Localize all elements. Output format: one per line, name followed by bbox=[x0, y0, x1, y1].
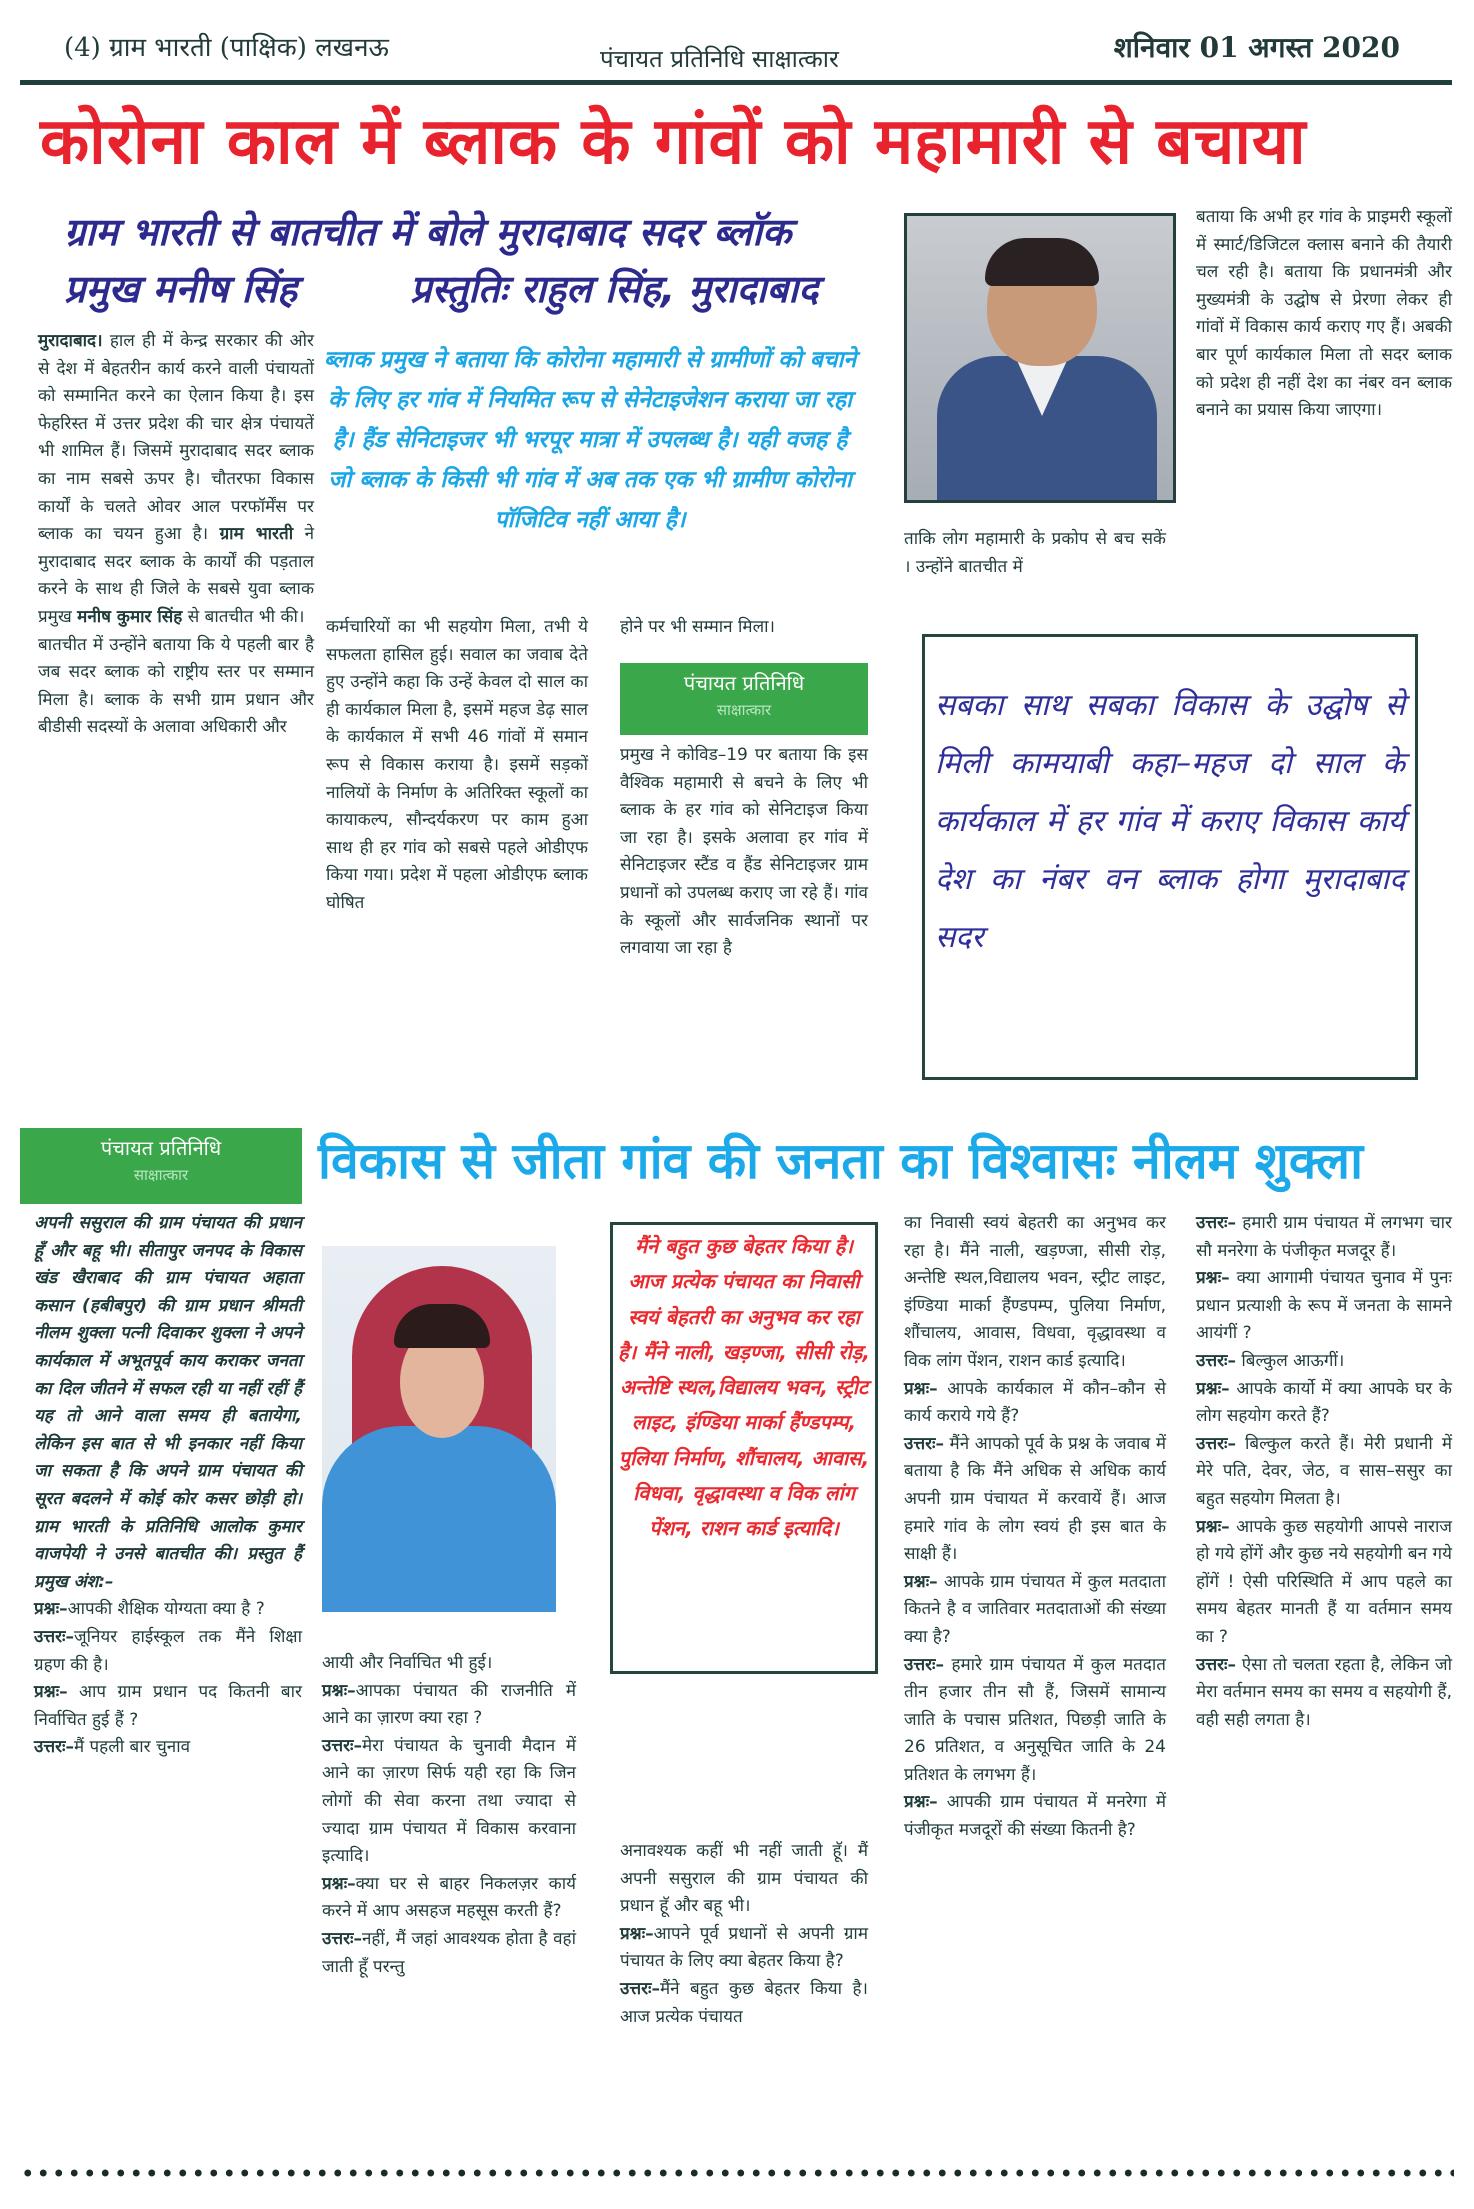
question-label: प्रश्नः– bbox=[904, 1378, 938, 1399]
story2-column-3 bbox=[620, 1838, 868, 2031]
answer-label: उत्तरः– bbox=[1196, 1213, 1236, 1233]
question bbox=[620, 1921, 868, 1976]
answer-label: उत्तरः– bbox=[34, 1737, 74, 1758]
story2-text: अनावश्यक कहीं भी नहीं जाती हॅू। मैं अपनी ससुराल की ग्राम पंचायत की प्रधान हॅू और बहू भी। bbox=[620, 1841, 868, 1917]
story1-text: होने पर भी सम्मान मिला। bbox=[620, 617, 775, 637]
question bbox=[322, 1678, 576, 1733]
qa-list bbox=[322, 1678, 576, 1982]
qa-text: आपके कुछ सहयोगी आपसे नाराज हो गये होंगें और कुछ नये सहयोगी बन गये होंगें ! ऐसी परिस्थिति में आप पहले का समय बेहतर मानती हैं या वर्तमान समय का ? bbox=[1196, 1516, 1452, 1647]
highlight-box bbox=[922, 634, 1418, 1080]
qa-text: मेरा पंचायत के चुनावी मैदान में आने का ज़ारण सिर्फ यही रहा कि जिन लोगों की सेवा करना तथा ज्यादा से ज्यादा ग्राम पंचायत में विकास करवाना इत्यादि। bbox=[322, 1735, 576, 1867]
answer bbox=[322, 1926, 576, 1981]
subheadline: ग्राम भारती से बातचीत में बोले मुरादाबाद सदर ब्लॉक bbox=[64, 210, 792, 254]
section-title: पंचायत प्रतिनिधि साक्षात्कार bbox=[600, 45, 839, 73]
section-badge bbox=[620, 663, 868, 735]
answer-label: उत्तरः– bbox=[1196, 1654, 1236, 1675]
story1-column-2 bbox=[326, 614, 588, 918]
pull-quote: ब्लाक प्रमुख ने बताया कि कोरोना महामारी से ग्रामीणों को बचाने के लिए हर गांव में नियमित रूप से सेनेटाइजेशन कराया जा रहा है। हैंड सेनिटाइजर भी भरपूर मात्रा में उपलब्ध है। यही वजह है जो ब्लाक के किसी भी गांव में अब तक एक भी ग्रामीण कोरोना पॉजिटिव नहीं आया है। bbox=[323, 347, 857, 533]
story1-text: हाल ही में केन्द्र सरकार की ओर से देश में बेहतरीन कार्य करने वाली पंचायतों को सम्मानित करने का ऐलान किया है। इस फेहरिस्त में उत्तर प्रदेश की चार क्षेत्र पंचायतें भी शामिल हैं। जिसमें मुरादाबाद सदर ब्लाक का नाम सबसे ऊपर है। चौतरफा विकास कार्यों के चलते ओवर आल परफॉर्मेंस पर ब्लाक का चयन हुआ है। bbox=[38, 331, 314, 545]
story2-column-1 bbox=[34, 1210, 302, 1762]
qa-list bbox=[1196, 1210, 1452, 1734]
qa-text: जूनियर हाईस्कूल तक मैंने शिक्षा ग्रहण की है। bbox=[34, 1626, 302, 1675]
qa-text: आपके ग्राम पंचायत में कुल मतदाता कितने है व जातिवार मतदाताओं की संख्या क्या है? bbox=[904, 1571, 1166, 1647]
qa-text: क्या घर से बाहर निकलज़र कार्य करने में आप असहज महसूस करती हैं? bbox=[322, 1873, 576, 1922]
question bbox=[34, 1679, 302, 1734]
story1-text: ताकि लोग महामारी के प्रकोप से बच सकें । उन्होंने बातचीत में bbox=[904, 529, 1166, 577]
story1-text: ने मुरादाबाद सदर ब्लाक के कार्यों की पड़ताल करने के साथ ही जिले के सबसे युवा ब्लाक प्रमुख bbox=[38, 524, 314, 627]
question-label: प्रश्नः– bbox=[620, 1923, 654, 1944]
qa-list bbox=[34, 1596, 302, 1762]
answer bbox=[904, 1431, 1166, 1569]
answer bbox=[34, 1734, 302, 1762]
answer-label: उत्तरः– bbox=[904, 1433, 944, 1454]
badge-subtitle: साक्षात्कार bbox=[133, 1166, 189, 1184]
person-name: मनीष कुमार सिंह bbox=[77, 606, 183, 627]
answer-label: उत्तरः– bbox=[322, 1735, 362, 1756]
question bbox=[1196, 1514, 1452, 1652]
qa-list bbox=[904, 1376, 1166, 1845]
question-label: प्रश्नः– bbox=[34, 1682, 68, 1703]
answer-label: उत्तरः– bbox=[322, 1928, 362, 1949]
story1-text: से बातचीत भी की। bbox=[187, 606, 305, 627]
story2-column-5 bbox=[1196, 1210, 1452, 1734]
qa-text: आपका पंचायत की राजनीति में आने का ज़ारण क्या रहा ? bbox=[322, 1680, 576, 1729]
story2-column-4 bbox=[904, 1210, 1166, 1845]
answer-label: उत्तरः– bbox=[620, 1978, 660, 1999]
answer-label: उत्तरः– bbox=[1196, 1350, 1236, 1371]
question-label: प्रश्नः– bbox=[904, 1571, 938, 1592]
dateline: मुरादाबाद। bbox=[38, 331, 103, 351]
story1-column-3 bbox=[620, 742, 868, 963]
question bbox=[34, 1596, 302, 1624]
publication-name: ग्राम भारती bbox=[219, 524, 294, 545]
main-headline: कोरोना काल में ब्लाक के गांवों को महामारी से बचाया bbox=[40, 105, 1307, 179]
answer-label: उत्तरः– bbox=[1196, 1433, 1236, 1454]
answer-label: उत्तरः– bbox=[34, 1626, 74, 1647]
block-pramukh-photo bbox=[904, 213, 1176, 503]
qa-text: ऐसा तो चलता रहता है, लेकिन जो मेरा वर्तमान समय का समय व सहयोगी हैं, वही सही लगता है। bbox=[1196, 1654, 1452, 1730]
story1-column-1 bbox=[38, 328, 314, 742]
question bbox=[904, 1789, 1166, 1844]
pradhan-photo bbox=[322, 1246, 556, 1612]
story1-column-3-top bbox=[620, 614, 868, 642]
story2-intro: अपनी ससुराल की ग्राम पंचायत की प्रधान हूँ और बहू भी। सीतापुर जनपद के विकास खंड खैराबाद की ग्राम पंचायत अहाता कसान (हबीबपुर) की ग्राम प्रधान श्रीमती नीलम शुक्ला पत्नी दिवाकर शुक्ला ने अपने कार्यकाल में अभूतपूर्व काय कराकर जनता का दिल जीतने में सफल रही या नहीं रहीं हैं यह तो आने वाला समय ही बतायेगा, लेकिन इस बात से भी इनकार नहीं किया जा सकता है कि अपने ग्राम पंचायत की सूरत बदलने में कोई कोर कसर छोड़ी हो। ग्राम भारती के प्रतिनिधि आलोक कुमार वाजपेयी ने उनसे बातचीत की। प्रस्तुत हैं प्रमुख अंश:– bbox=[34, 1213, 302, 1592]
question bbox=[322, 1871, 576, 1926]
header-rule bbox=[20, 80, 1452, 85]
qa-text: आप ग्राम प्रधान पद कितनी बार निर्वाचित हुई हैं ? bbox=[34, 1682, 302, 1730]
answer bbox=[34, 1624, 302, 1679]
qa-text: आपके कार्यो में क्या आपके घर के लोग सहयोग करते हैं? bbox=[1196, 1378, 1452, 1427]
answer bbox=[620, 1976, 868, 2031]
question-label: प्रश्नः– bbox=[1196, 1378, 1230, 1399]
quote-box bbox=[610, 1222, 878, 1674]
story1-text: कर्मचारियों का भी सहयोग मिला, तभी ये सफलता हासिल हुई। सवाल का जवाब देते हुए उन्होंने कहा कि उन्हें केवल दो साल का ही कार्यकाल मिला है, इसमें महज डेढ़ साल के कार्यकाल में सभी 46 गांवों में समान रूप से विकास कराया है। इसमें सड़कों नालियों के निर्माण के अतिरिक्त स्कूलों का कायाकल्प, सौन्दर्यकरण पर काम हुआ साथ ही हर गांव को सबसे पहले ओडीएफ किया गया। प्रदेश में पहला ओडीएफ ब्लाक घोषित bbox=[326, 617, 588, 913]
footer-dotted-rule bbox=[20, 2168, 1454, 2178]
story2-text: का निवासी स्वयं बेहतरी का अनुभव कर रहा है। मैंने नाली, खड़ण्जा, सीसी रोड़, अन्तेष्टि स्थल,विद्यालय भवन, स्ट्रीट लाइट, इंण्डिया मार्का हैंण्डपम्प, पुलिया निर्माण, शौंचालय, आवास, विधवा, वृद्धावस्था व विक लांग पेंशन, राशन कार्ड इत्यादि। bbox=[904, 1213, 1166, 1371]
question-label: प्रश्नः– bbox=[1196, 1268, 1230, 1289]
answer bbox=[1196, 1431, 1452, 1514]
badge-subtitle: साक्षात्कार bbox=[716, 701, 772, 719]
story1-text: बातचीत में उन्होंने बताया कि ये पहली बार है जब सदर ब्लाक को राष्ट्रीय स्तर पर सम्मान मिला है। ब्लाक के सभी ग्राम प्रधान और बीडीसी सदस्यों के अलावा अधिकारी और bbox=[38, 634, 314, 738]
qa-text: आपकी ग्राम पंचायत में मनरेगा में पंजीकृत मजदूरों की संख्या कितनी है? bbox=[904, 1792, 1166, 1841]
question-label: प्रश्नः– bbox=[904, 1792, 938, 1813]
subheadline-name: प्रमुख मनीष सिंह bbox=[64, 267, 298, 311]
qa-text: आपके कार्यकाल में कौन–कौन से कार्य कराये गये हैं? bbox=[904, 1378, 1166, 1427]
qa-text: मैंने आपको पूर्व के प्रश्न के जवाब में बताया है कि मैंने अधिक से अधिक कार्य अपनी ग्राम पंचायत में करवायें हैं। आज हमारे गांव के लोग स्वयं ही इस बात के साक्षी हैं। bbox=[904, 1433, 1166, 1565]
question-label: प्रश्नः– bbox=[322, 1680, 356, 1701]
question-label: प्रश्नः– bbox=[322, 1873, 356, 1894]
question bbox=[1196, 1265, 1452, 1348]
answer bbox=[1196, 1348, 1452, 1376]
qa-text: बिल्कुल करते हैं। मेरी प्रधानी में मेरे पति, देवर, जेठ, व सास–ससुर का बहुत सहयोग मिलता है। bbox=[1196, 1433, 1452, 1509]
qa-list bbox=[620, 1921, 868, 2031]
story1-text: प्रमुख ने कोविड–19 पर बताया कि इस वैश्विक महामारी से बचने के लिए भी ब्लाक के हर गांव को सेनिटाइज किया जा रहा है। इसके अलावा हर गांव में सेनिटाइजर स्टैंड व हैंड सेनिटाइजर ग्राम प्रधानों को उपलब्ध कराए जा रहे हैं। गांव के स्कूलों और सार्वजनिक स्थानों पर लगवाया जा रहा है bbox=[620, 745, 868, 959]
quote-text: मैंने बहुत कुछ बेहतर किया है। आज प्रत्येक पंचायत का निवासी स्वयं बेहतरी का अनुभव कर रहा है। मैंने नाली, खड़ण्जा, सीसी रोड़, अन्तेष्टि स्थल,विद्यालय भवन, स्ट्रीट लाइट, इंण्डिया मार्का हैंण्डपम्प, पुलिया निर्माण, शौंचालय, आवास, विधवा, वृद्धावस्था व विक लांग पेंशन, राशन कार्ड इत्यादि। bbox=[618, 1234, 870, 1541]
photo-caption-text bbox=[904, 526, 1166, 581]
story1-column-4 bbox=[1196, 204, 1452, 425]
question bbox=[904, 1569, 1166, 1652]
story1-text: बताया कि अभी हर गांव के प्राइमरी स्कूलों में स्मार्ट/डिजिटल क्लास बनाने की तैयारी चल रही है। बताया कि प्रधानमंत्री और मुख्यमंत्री के उद्घोष से प्रेरणा लेकर ही गांवों में विकास कार्य कराए गए हैं। अबकी बार पूर्ण कार्यकाल मिला तो सदर ब्लाक को प्रदेश ही नहीं देश का नंबर वन ब्लाक बनाने का प्रयास किया जाएगा। bbox=[1196, 207, 1452, 421]
question-label: प्रश्नः– bbox=[1196, 1516, 1230, 1537]
qa-text: बिल्कुल आऊगीं। bbox=[1235, 1350, 1345, 1371]
qa-text: आपने पूर्व प्रधानों से अपनी ग्राम पंचायत के लिए क्या बेहतर किया है? bbox=[620, 1923, 868, 1972]
issue-date: शनिवार 01 अगस्त 2020 bbox=[1113, 31, 1400, 64]
answer bbox=[322, 1733, 576, 1871]
qa-text: आपकी शैक्षिक योग्यता क्या है ? bbox=[67, 1599, 265, 1620]
byline: प्रस्तुतिः राहुल सिंह, मुरादाबाद bbox=[410, 267, 819, 311]
question bbox=[1196, 1376, 1452, 1431]
qa-text: मैंने बहुत कुछ बेहतर किया है। आज प्रत्येक पंचायत bbox=[620, 1978, 868, 2027]
qa-text: हमारे ग्राम पंचायत में कुल मतदात तीन हजार तीन सौ हैं, जिसमें सामान्य जाति के पचास प्रतिशत, पिछड़ी जाति के 26 प्रतिशत, व अनुसूचित जाति के 24 प्रतिशत के लगभग हैं। bbox=[904, 1654, 1166, 1785]
qa-text: हमारी ग्राम पंचायत में लगभग चार सौ मनरेगा के पंजीकृत मजदूर हैं। bbox=[1196, 1213, 1452, 1261]
story2-text: आयी और निर्वाचित भी हुई। bbox=[322, 1653, 493, 1673]
answer bbox=[1196, 1210, 1452, 1265]
question bbox=[904, 1376, 1166, 1431]
highlight-text: सबका साथ सबका विकास के उद्घोष से मिली कामयाबी कहा–महज दो साल के कार्यकाल में हर गांव में कराए विकास कार्य देश का नंबर वन ब्लाक होगा मुरादाबाद सदर bbox=[935, 688, 1405, 955]
badge-title: पंचायत प्रतिनिधि bbox=[100, 1136, 222, 1160]
page-number-publication: (4) ग्राम भारती (पाक्षिक) लखनऊ bbox=[64, 33, 389, 63]
qa-text: मैं पहली बार चुनाव bbox=[73, 1737, 191, 1758]
answer bbox=[904, 1652, 1166, 1790]
answer bbox=[1196, 1652, 1452, 1735]
badge-title: पंचायत प्रतिनिधि bbox=[683, 671, 805, 695]
story2-headline: विकास से जीता गांव की जनता का विश्वासः नीलम शुक्ला bbox=[318, 1132, 1364, 1190]
section-badge bbox=[20, 1128, 302, 1204]
story2-column-2 bbox=[322, 1650, 576, 1981]
qa-text: नहीं, मैं जहां आवश्यक होता है वहां जाती हूँ परन्तु bbox=[322, 1928, 576, 1977]
question-label: प्रश्नः– bbox=[34, 1599, 68, 1620]
qa-text: क्या आगामी पंचायत चुनाव में पुनः प्रधान प्रत्याशी के रूप में जनता के सामने आयंगीं ? bbox=[1196, 1268, 1452, 1344]
answer-label: उत्तरः– bbox=[904, 1654, 944, 1675]
